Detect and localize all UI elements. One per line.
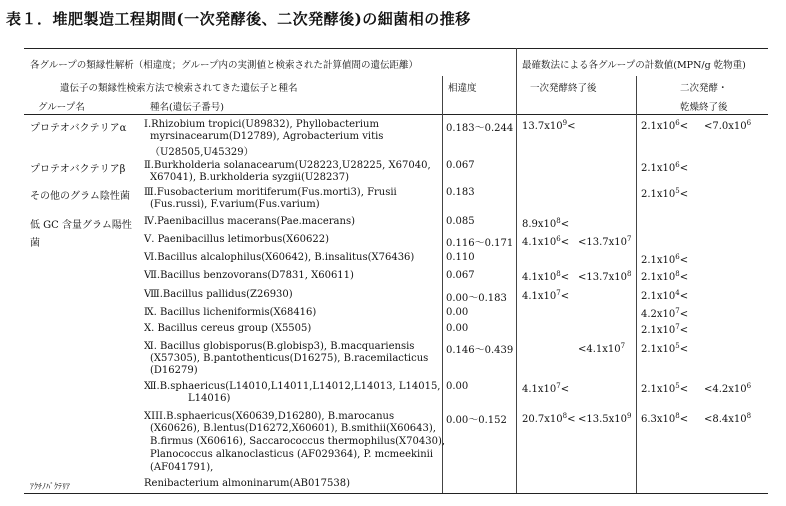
species-line: Ⅹ. Bacillus cereus group (X5505) [144,323,312,334]
header-secondary-2: 乾燥終了後 [680,102,728,113]
count-primary-upper: $<13.7x10^8$ [578,270,632,283]
rule-top [24,48,768,49]
count-secondary-upper: $<4.2x10^6$ [704,382,752,395]
similarity-value: 0.00～0.183 [446,293,507,304]
similarity-value: 0.085 [446,216,475,227]
count-secondary: $2.1x10^8<$ [641,270,689,283]
count-secondary: $2.1x10^4<$ [641,289,689,302]
count-secondary: $2.1x10^5<$ [641,382,689,395]
header-left-mid: 遺伝子の類縁性検索方法で検索されてきた遺伝子と種名 [60,83,298,94]
count-primary: $4.1x10^7<$ [522,382,570,395]
count-primary: $4.1x10^6<$ [522,235,570,248]
group-alpha: プロテオバクテリアα [30,123,127,134]
count-primary-upper: $<13.7x10^7$ [578,235,632,248]
header-primary: 一次発酵終了後 [530,83,597,94]
count-primary: $13.7x10^9<$ [522,119,576,132]
similarity-value: 0.146～0.439 [446,345,514,356]
similarity-value: 0.067 [446,160,475,171]
group-other-gram-neg: その他のグラム陰性菌 [30,191,130,202]
rule-bottom [24,493,768,494]
count-secondary: $2.1x10^5<$ [641,187,689,200]
species-line: L14016) [188,393,231,404]
species-line: (D16279) [150,365,198,376]
header-secondary-1: 二次発酵・ [680,83,728,94]
count-secondary: $2.1x10^6<$ [641,119,689,132]
species-line: Ⅶ.Bacillus benzovorans(D7831, X60611) [144,270,354,281]
similarity-value: 0.00 [446,381,469,392]
species-line: （U28505,U45329） [150,147,254,158]
count-primary: $4.1x10^8<$ [522,270,570,283]
count-secondary: $2.1x10^6<$ [641,161,689,174]
count-secondary: $2.1x10^5<$ [641,342,689,355]
group-actino: ｱｸﾁﾉﾊﾞｸﾃﾘｱ [30,482,70,491]
species-line: Ⅲ.Fusobacterium moritiferum(Fus.morti3), Frusii [144,187,397,198]
table-title: 表１．堆肥製造工程期間(一次発酵後、二次発酵後)の細菌相の推移 [6,10,471,28]
species-line: Renibacterium almoninarum(AB017538) [144,478,351,489]
header-group-col: グループ名 [38,102,85,113]
species-line: myrsinacearum(D12789), Agrobacterium vitis [150,131,384,142]
species-line: Ⅳ.Paenibacillus macerans(Pae.macerans) [144,216,355,227]
header-similarity: 相違度 [448,83,477,94]
header-right-top: 最確数法による各グループの計数値(MPN/g 乾物重) [522,60,746,71]
species-line: (X60626), B.lentus(D16272,X60601), B.smithii(X60643), [150,423,436,434]
species-line: (Fus.russi), F.varium(Fus.varium) [150,199,320,210]
species-line: Ⅻ.B.sphaericus(L14010,L14011,L14012,L14013, L14015, [144,381,441,392]
count-secondary-upper: $<8.4x10^8$ [704,412,752,425]
header-left-top: 各グループの類縁性解析（相違度；グループ内の実測値と検索された計算値間の遺伝距離） [30,60,418,71]
species-line: Ⅱ.Burkholderia solanacearum(U28223,U28225, X67040, [144,160,431,171]
divider-phase [636,76,637,493]
count-secondary: $2.1x10^7<$ [641,323,689,336]
species-line: Ⅷ.Bacillus pallidus(Z26930) [144,289,293,300]
rule-header-bottom [24,114,768,115]
count-primary-upper: $<13.5x10^9$ [578,412,632,425]
species-line: Planococcus alkanoclasticus (AF029364), P. mcmeekinii [150,449,434,460]
group-low-gc-2: 菌 [30,238,40,249]
species-line: Ⅸ. Bacillus licheniformis(X68416) [144,307,317,318]
similarity-value: 0.00 [446,323,469,334]
divider-counts [516,48,517,493]
similarity-value: 0.183 [446,187,475,198]
species-line: B.firmus (X60616), Saccarococcus thermophilus(X70430), [150,436,446,447]
group-low-gc-1: 低 GC 含量グラム陽性 [30,220,132,231]
similarity-value: 0.183～0.244 [446,123,514,134]
header-species-col: 種名(遺伝子番号) [150,102,224,113]
similarity-value: 0.00～0.152 [446,415,507,426]
species-line: XIII.B.sphaericus(X60639,D16280), B.marocanus [144,411,395,422]
similarity-value: 0.110 [446,252,475,263]
similarity-value: 0.116～0.171 [446,238,514,249]
count-secondary: $2.1x10^6<$ [641,253,689,266]
count-primary: $20.7x10^8<$ [522,412,576,425]
species-line: Ⅰ.Rhizobium tropici(U89832), Phyllobacterium [144,119,379,130]
group-beta: プロテオバクテリアβ [30,164,126,175]
count-secondary: $4.2x10^7<$ [641,307,689,320]
similarity-value: 0.067 [446,270,475,281]
species-line: Ⅺ. Bacillus globisporus(B.globisp3), B.macquariensis [144,341,415,352]
count-primary: $8.9x10^8<$ [522,217,570,230]
count-primary-upper: $<4.1x10^7$ [578,342,626,355]
species-line: (AF041791), [150,462,214,473]
species-line: Ⅵ.Bacillus alcalophilus(X60642), B.insalitus(X76436) [144,252,415,263]
divider-sim [442,76,443,493]
species-line: (X57305), B.pantothenticus(D16275), B.racemilacticus [150,353,429,364]
count-secondary: $6.3x10^8<$ [641,412,689,425]
count-secondary-upper: $<7.0x10^6$ [704,119,752,132]
similarity-value: 0.00 [446,307,469,318]
count-primary: $4.1x10^7<$ [522,289,570,302]
species-line: Ⅴ. Paenibacillus letimorbus(X60622) [144,234,330,245]
species-line: X67041), B.urkholderia syzgii(U28237) [150,172,349,183]
